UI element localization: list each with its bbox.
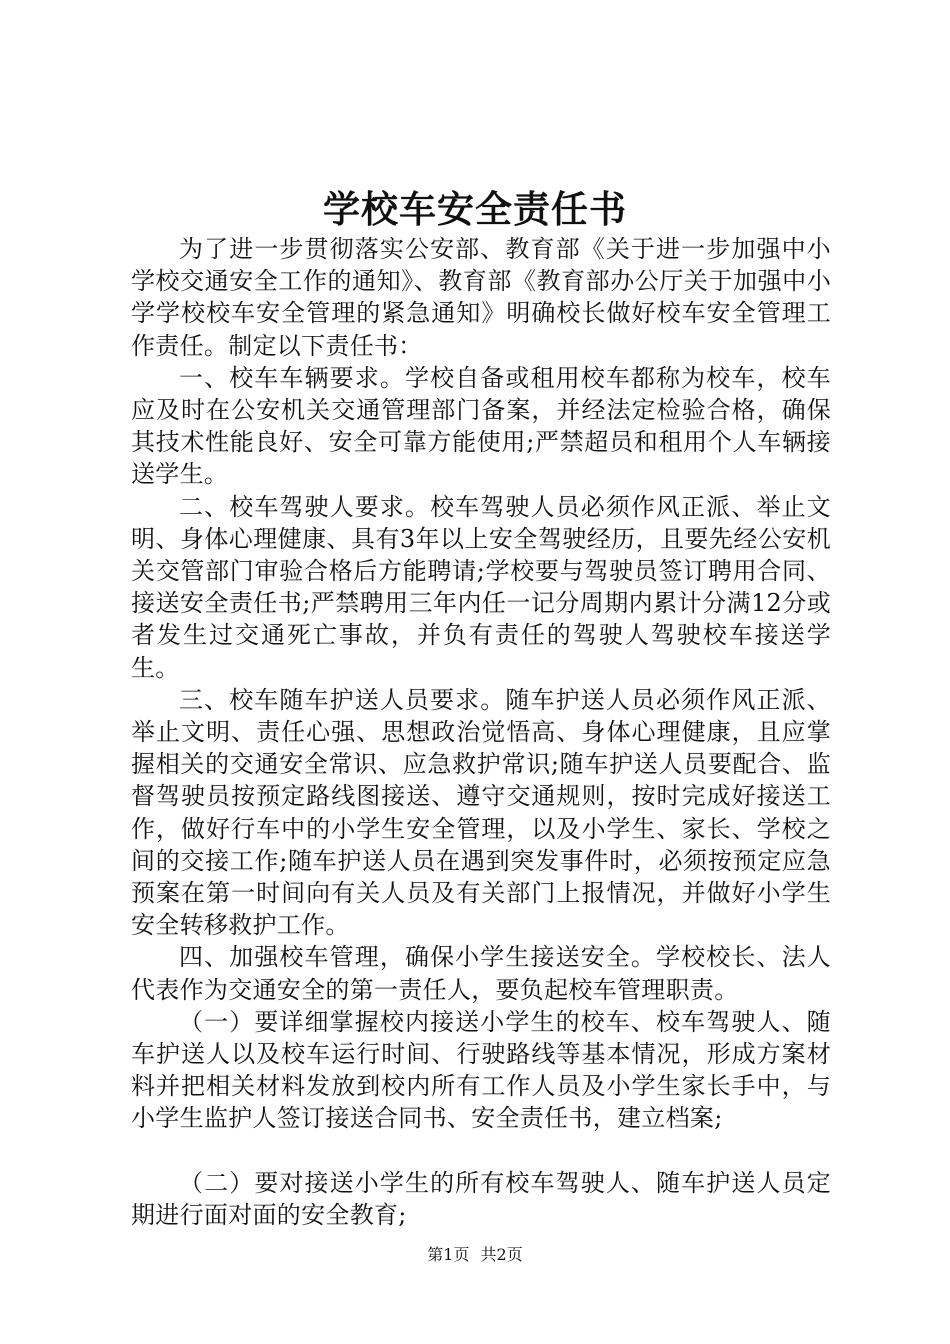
page-total: 共2页 — [480, 1245, 523, 1264]
paragraph-intro: 为了进一步贯彻落实公安部、教育部《关于进一步加强中小学校交通安全工作的通知》、教育部《教育部办公厅关于加强中小学学校校车安全管理的紧急通知》明确校长做好校车安全管理工作责任。制定以下责任书： — [131, 235, 831, 360]
document-body — [131, 233, 831, 1231]
paragraph-driver-requirements: 二、校车驾驶人要求。校车驾驶人员必须作风正派、举止文明、身体心理健康、具有3年以上安全驾驶经历，且要先经公安机关交管部门审验合格后方能聘请;学校要与驾驶员签订聘用合同、接送安全责任书;严禁聘用三年内任一记分周期内累计分满12分或者发生过交通死亡事故，并负有责任的驾驶人驾驶校车接送学生。 — [131, 492, 831, 682]
paragraph-item-1: （一）要详细掌握校内接送小学生的校车、校车驾驶人、随车护送人以及校车运行时间、行驶路线等基本情况，形成方案材料并把相关材料发放到校内所有工作人员及小学生家长手中，与小学生监护人签订接送合同书、安全责任书，建立档案; — [131, 1007, 831, 1133]
paragraph-vehicle-requirements: 一、校车车辆要求。学校自备或租用校车都称为校车，校车应及时在公安机关交通管理部门备案，并经法定检验合格，确保其技术性能良好、安全可靠方能使用;严禁超员和租用个人车辆接送学生。 — [131, 363, 831, 489]
page-number: 第1页 — [427, 1245, 470, 1264]
paragraph-management: 四、加强校车管理，确保小学生接送安全。学校校长、法人代表作为交通安全的第一责任人，要负起校车管理职责。 — [131, 943, 831, 1004]
paragraph-item-2: （二）要对接送小学生的所有校车驾驶人、随车护送人员定期进行面对面的安全教育; — [131, 1168, 831, 1229]
paragraph-escort-requirements: 三、校车随车护送人员要求。随车护送人员必须作风正派、举止文明、责任心强、思想政治觉悟高、身体心理健康，且应掌握相关的交通安全常识、应急救护常识;随车护送人员要配合、监督驾驶员按预定路线图接送、遵守交通规则，按时完成好接送工作，做好行车中的小学生安全管理，以及小学生、家长、学校之间的交接工作;随车护送人员在遇到突发事件时，必须按预定应急预案在第一时间向有关人员及有关部门上报情况，并做好小学生安全转移救护工作。 — [131, 685, 831, 940]
page-footer — [0, 1244, 950, 1266]
document-title: 学校车安全责任书 — [323, 187, 627, 231]
